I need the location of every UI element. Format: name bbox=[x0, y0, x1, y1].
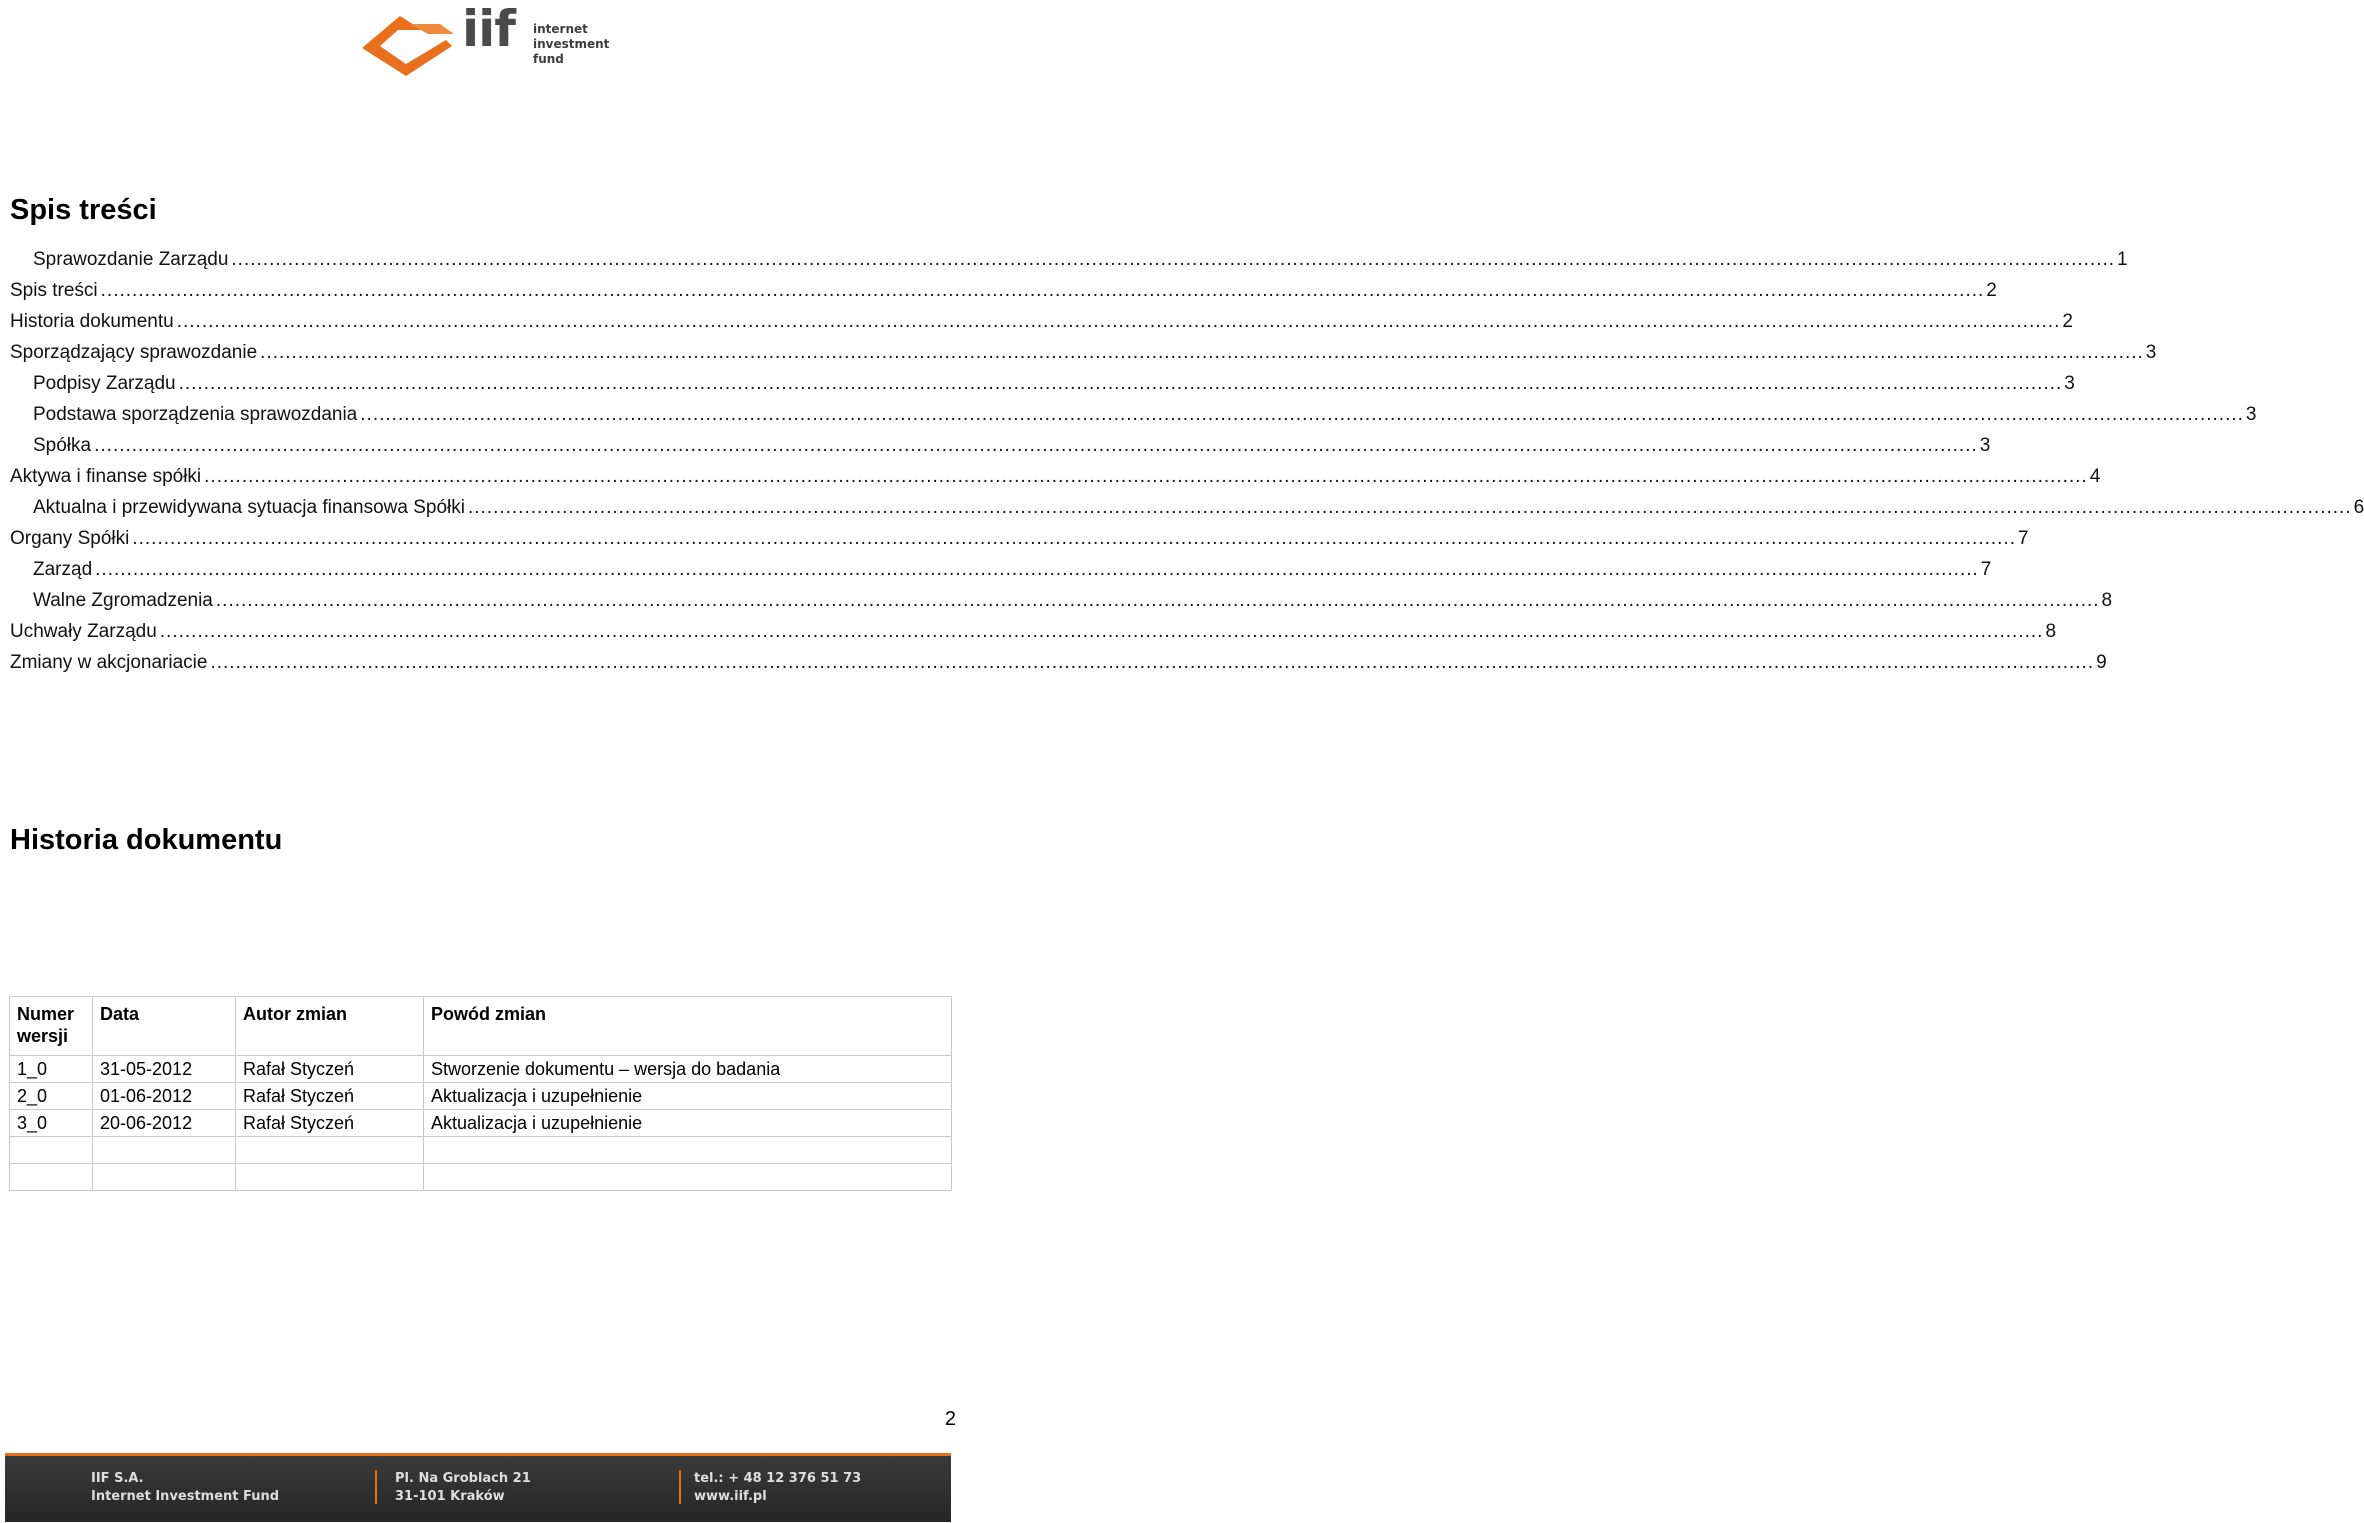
toc-entry-label: Spis treści bbox=[10, 280, 101, 302]
toc-entry-label: Walne Zgromadzenia bbox=[33, 590, 216, 612]
toc-entry-page: 2 bbox=[2062, 310, 2073, 332]
logo-mark-icon bbox=[358, 10, 458, 78]
footer-address: Pl. Na Groblach 21 31-101 Kraków bbox=[395, 1471, 531, 1504]
toc-entry[interactable] bbox=[10, 554, 1992, 585]
toc-entry-page: 1 bbox=[2117, 248, 2128, 270]
table-cell: Aktualizacja i uzupełnienie bbox=[424, 1083, 952, 1110]
toc-leader-dots: ............................................................................................................................................................................................................................................................................................................ bbox=[215, 589, 2100, 611]
toc-entry-label: Zarząd bbox=[33, 559, 95, 581]
table-cell: Rafał Styczeń bbox=[236, 1056, 424, 1083]
column-header: Data bbox=[93, 997, 236, 1056]
toc-entry[interactable] bbox=[10, 306, 2073, 337]
toc-entry[interactable] bbox=[10, 647, 2107, 678]
toc-entry-page: 7 bbox=[1980, 558, 1992, 580]
toc-entry-page: 3 bbox=[2064, 372, 2075, 394]
toc-entry-page: 8 bbox=[2101, 589, 2113, 611]
toc-entry-page: 9 bbox=[2096, 651, 2107, 673]
table-cell bbox=[236, 1137, 424, 1164]
toc-leader-dots: ............................................................................................................................................................................................................................................................................................................ bbox=[132, 527, 2016, 549]
table-cell bbox=[424, 1137, 952, 1164]
toc-entry-label: Uchwały Zarządu bbox=[10, 621, 160, 643]
table-cell: 1_0 bbox=[10, 1056, 93, 1083]
table-cell bbox=[10, 1137, 93, 1164]
footer-contact: tel.: + 48 12 376 51 73 www.iif.pl bbox=[694, 1471, 862, 1504]
table-cell: 3_0 bbox=[10, 1110, 93, 1137]
table-cell bbox=[93, 1137, 236, 1164]
toc-title: Spis treści bbox=[10, 194, 157, 226]
toc-leader-dots: ............................................................................................................................................................................................................................................................................................................ bbox=[159, 620, 2044, 642]
toc-entry-page: 4 bbox=[2089, 465, 2101, 487]
table-row bbox=[10, 1137, 952, 1164]
footer-divider bbox=[679, 1470, 681, 1504]
footer-company: IIF S.A. Internet Investment Fund bbox=[91, 1471, 280, 1504]
toc-entry-page: 7 bbox=[2018, 527, 2029, 549]
toc-entry-page: 3 bbox=[2245, 403, 2257, 425]
toc-entry-label: Organy Spółki bbox=[10, 528, 132, 550]
toc-leader-dots: ............................................................................................................................................................................................................................................................................................................ bbox=[94, 434, 1978, 456]
table-cell: Rafał Styczeń bbox=[236, 1110, 424, 1137]
toc-entry[interactable] bbox=[10, 430, 1991, 461]
table-cell bbox=[10, 1164, 93, 1191]
toc-leader-dots: ............................................................................................................................................................................................................................................................................................................ bbox=[360, 403, 2244, 425]
toc-entry[interactable] bbox=[10, 461, 2101, 492]
toc-leader-dots: ............................................................................................................................................................................................................................................................................................................ bbox=[260, 341, 2144, 363]
company-logo bbox=[358, 0, 610, 78]
table-row bbox=[10, 1164, 952, 1191]
toc-entry-label: Aktualna i przewidywana sytuacja finansowa Spółki bbox=[33, 497, 468, 519]
toc-entry-label: Sprawozdanie Zarządu bbox=[33, 249, 231, 271]
toc-leader-dots: ............................................................................................................................................................................................................................................................................................................ bbox=[210, 651, 2095, 673]
table-cell: Stworzenie dokumentu – wersja do badania bbox=[424, 1056, 952, 1083]
page-number: 2 bbox=[944, 1408, 956, 1430]
logo-tagline: internet investment fund bbox=[533, 22, 610, 66]
toc-entry[interactable] bbox=[10, 275, 1997, 306]
toc-leader-dots: ............................................................................................................................................................................................................................................................................................................ bbox=[467, 496, 2352, 518]
toc-entry[interactable] bbox=[10, 492, 2364, 523]
table-row bbox=[10, 1083, 952, 1110]
column-header: Autor zmian bbox=[236, 997, 424, 1056]
toc-entry[interactable] bbox=[10, 399, 2257, 430]
toc-entry-page: 2 bbox=[1986, 279, 1997, 301]
table-cell: 01-06-2012 bbox=[93, 1083, 236, 1110]
table-cell: Aktualizacja i uzupełnienie bbox=[424, 1110, 952, 1137]
document-history-table bbox=[9, 996, 952, 1191]
toc-leader-dots: ............................................................................................................................................................................................................................................................................................................ bbox=[204, 465, 2088, 487]
toc-entry[interactable] bbox=[10, 368, 2075, 399]
column-header: Numer wersji bbox=[10, 997, 93, 1056]
toc-entry-page: 6 bbox=[2353, 496, 2364, 518]
history-title: Historia dokumentu bbox=[10, 824, 283, 856]
toc-entry[interactable] bbox=[10, 616, 2057, 647]
toc-entry-label: Spółka bbox=[33, 435, 94, 457]
toc-entry-page: 3 bbox=[2145, 341, 2157, 363]
toc-entry-label: Aktywa i finanse spółki bbox=[10, 466, 204, 488]
table-of-contents bbox=[10, 244, 2364, 678]
table-row bbox=[10, 1056, 952, 1083]
toc-entry[interactable] bbox=[10, 337, 2157, 368]
toc-entry-page: 8 bbox=[2045, 620, 2057, 642]
table-cell: 2_0 bbox=[10, 1083, 93, 1110]
footer-divider bbox=[375, 1470, 377, 1504]
table-header-row bbox=[10, 997, 952, 1056]
toc-leader-dots: ............................................................................................................................................................................................................................................................................................................ bbox=[178, 372, 2063, 394]
toc-leader-dots: ............................................................................................................................................................................................................................................................................................................ bbox=[176, 310, 2061, 332]
table-cell: 20-06-2012 bbox=[93, 1110, 236, 1137]
table-cell bbox=[236, 1164, 424, 1191]
table-cell: 31-05-2012 bbox=[93, 1056, 236, 1083]
toc-entry[interactable] bbox=[10, 585, 2113, 616]
column-header: Powód zmian bbox=[424, 997, 952, 1056]
table-row bbox=[10, 1110, 952, 1137]
toc-entry[interactable] bbox=[10, 244, 2128, 275]
page-footer bbox=[5, 1453, 951, 1522]
toc-entry-page: 3 bbox=[1979, 434, 1991, 456]
toc-entry-label: Zmiany w akcjonariacie bbox=[10, 652, 210, 674]
table-cell bbox=[93, 1164, 236, 1191]
toc-leader-dots: ............................................................................................................................................................................................................................................................................................................ bbox=[95, 558, 1979, 580]
toc-leader-dots: ............................................................................................................................................................................................................................................................................................................ bbox=[100, 279, 1985, 301]
table-cell bbox=[424, 1164, 952, 1191]
toc-entry-label: Sporządzający sprawozdanie bbox=[10, 342, 260, 364]
toc-leader-dots: ............................................................................................................................................................................................................................................................................................................ bbox=[231, 248, 2116, 270]
toc-entry-label: Historia dokumentu bbox=[10, 311, 177, 333]
toc-entry[interactable] bbox=[10, 523, 2029, 554]
toc-entry-label: Podpisy Zarządu bbox=[33, 373, 179, 395]
logo-wordmark: iif bbox=[462, 0, 516, 58]
table-cell: Rafał Styczeń bbox=[236, 1083, 424, 1110]
toc-entry-label: Podstawa sporządzenia sprawozdania bbox=[33, 404, 360, 426]
